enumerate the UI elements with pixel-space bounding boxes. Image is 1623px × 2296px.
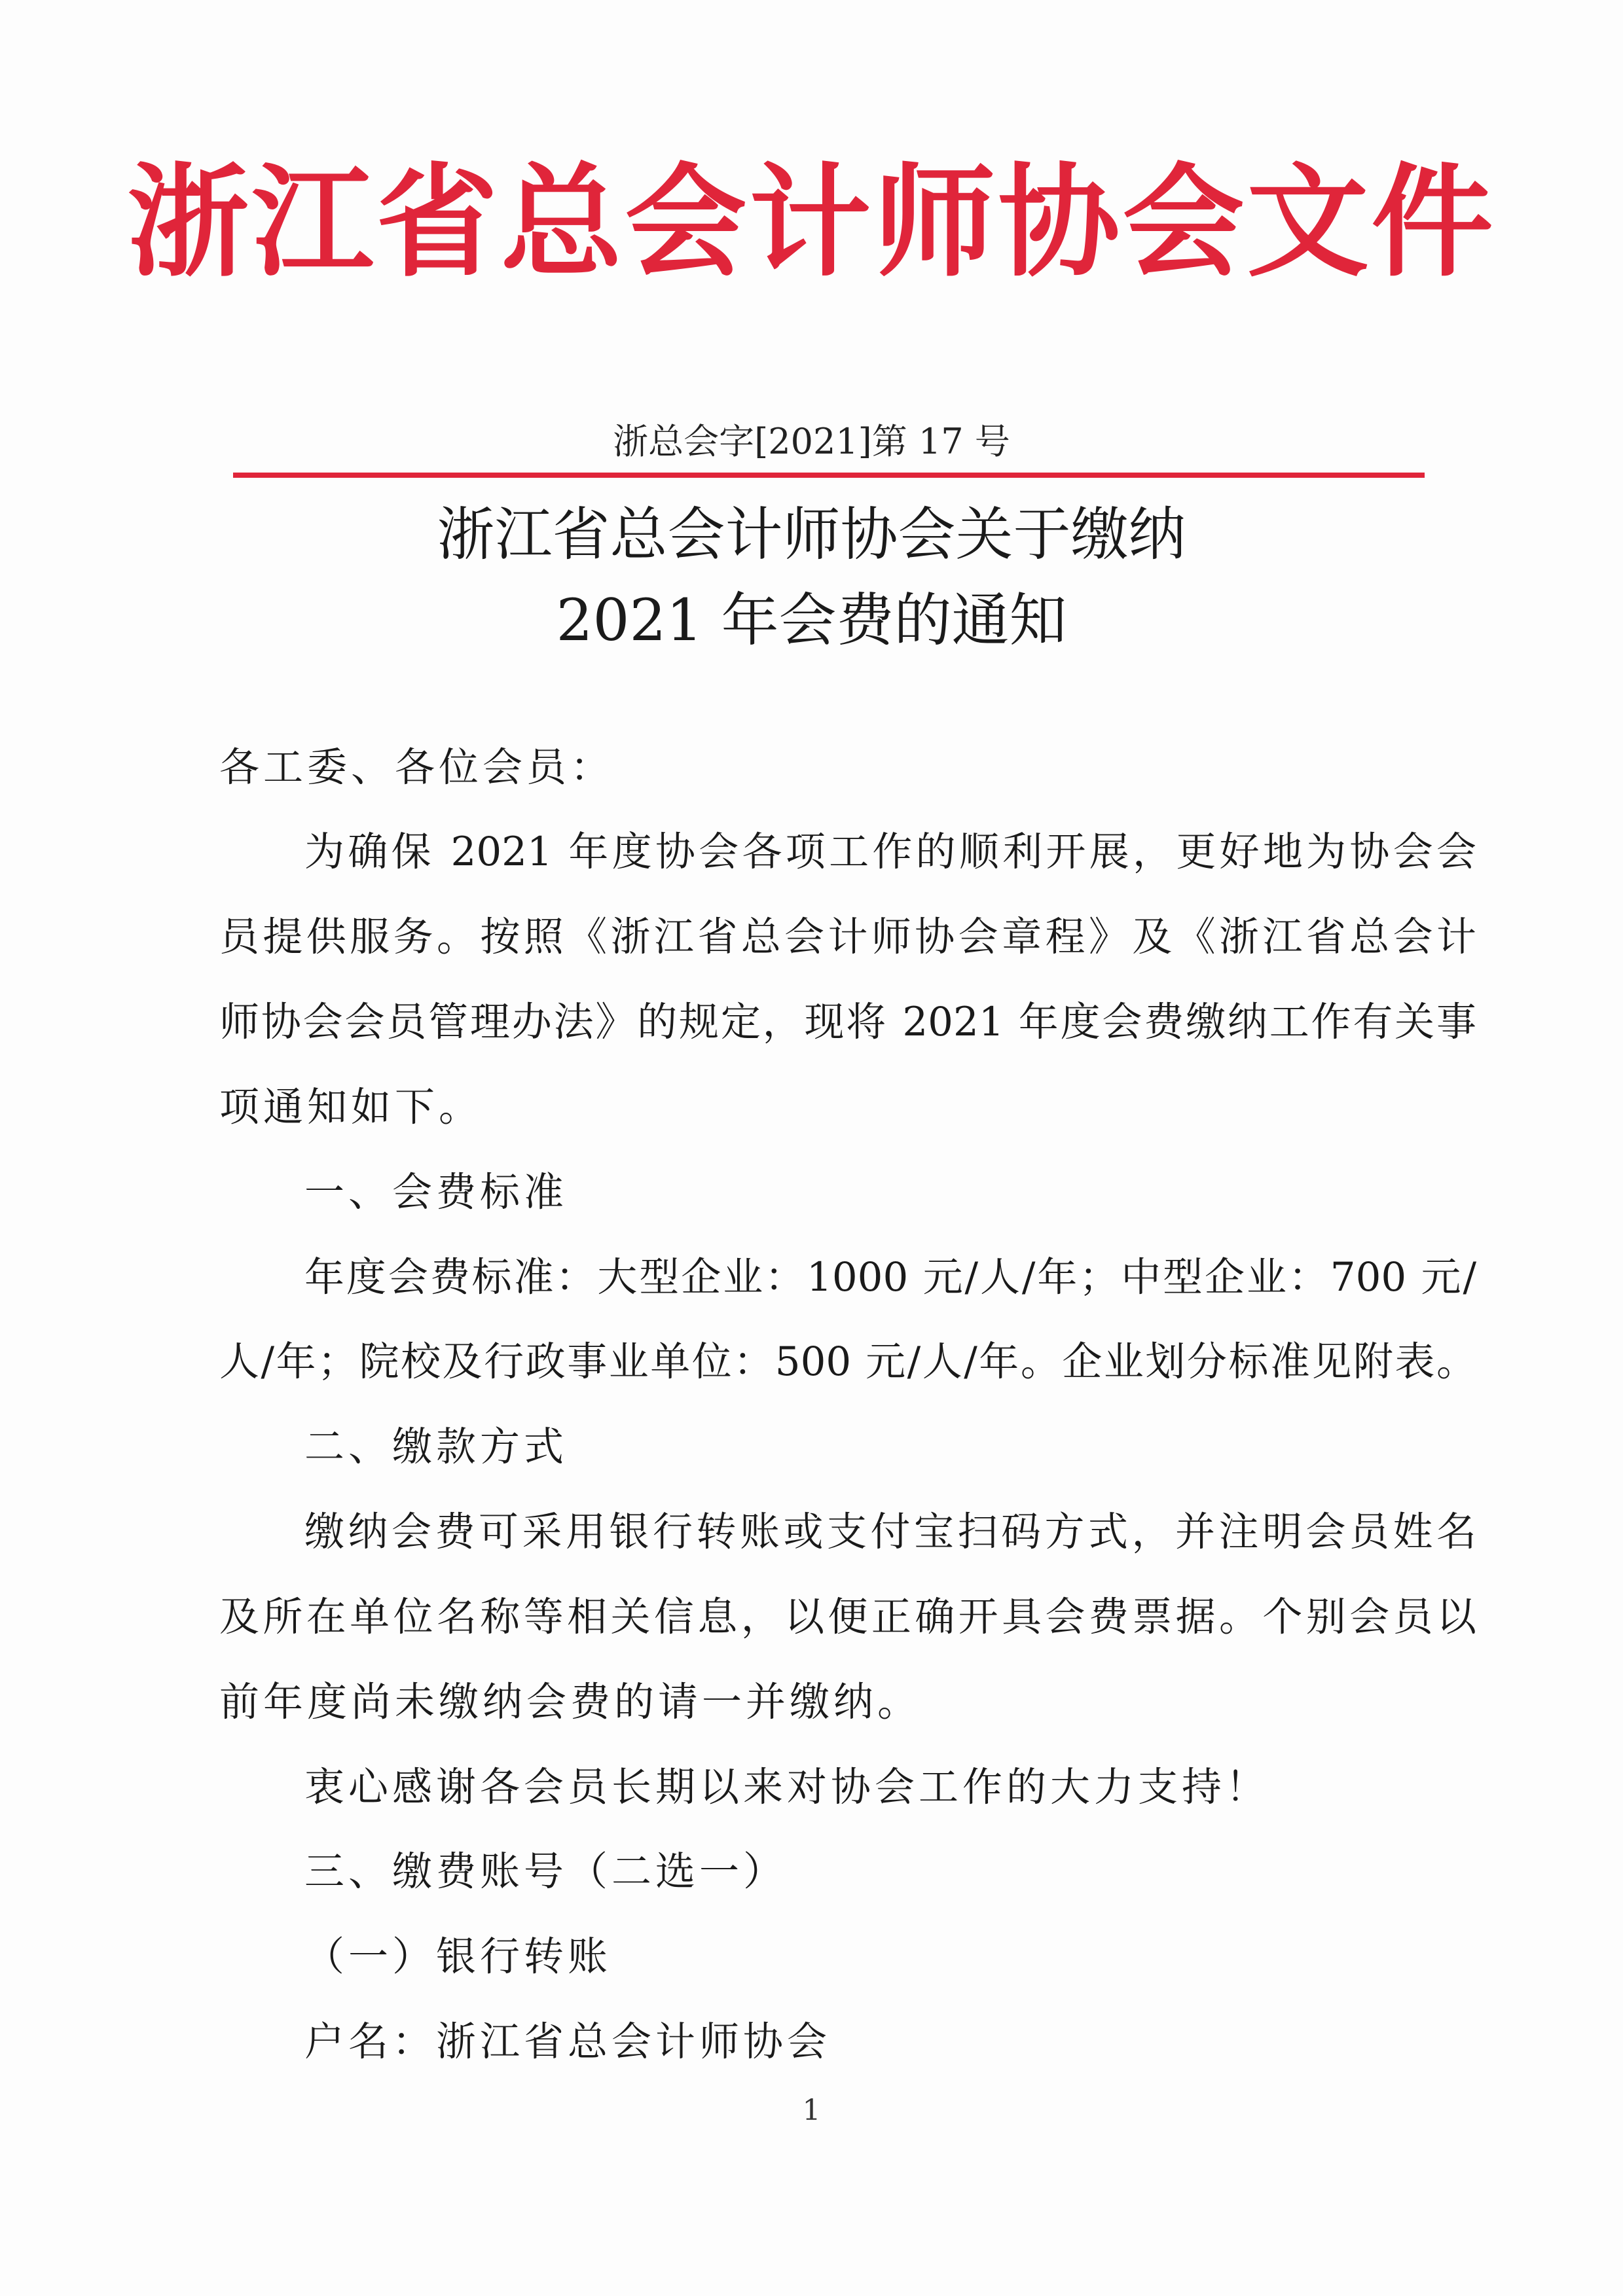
notice-title-line-1: 浙江省总会计师协会关于缴纳 — [437, 501, 1186, 568]
page-number: 1 — [802, 2094, 821, 2127]
section-heading: 二、缴款方式 — [304, 1424, 568, 1470]
section-heading: 三、缴费账号（二选一） — [304, 1848, 788, 1895]
document-number: 浙总会字[2021]第 17 号 — [613, 421, 1010, 462]
paragraph-line: 缴纳会费可采用银行转账或支付宝扫码方式，并注明会员姓名 — [304, 1509, 1476, 1555]
subsection-heading: （一）银行转账 — [304, 1933, 612, 1980]
account-name: 户名：浙江省总会计师协会 — [304, 2018, 831, 2065]
salutation: 各工委、各位会员： — [219, 744, 615, 791]
notice-title-line-2: 2021 年会费的通知 — [556, 586, 1067, 654]
paragraph-line: 员提供服务。按照《浙江省总会计师协会章程》及《浙江省总会计 — [219, 914, 1476, 960]
paragraph-line: 及所在单位名称等相关信息，以便正确开具会费票据。个别会员以 — [219, 1594, 1476, 1640]
section-heading: 一、会费标准 — [304, 1169, 568, 1215]
thanks-line: 衷心感谢各会员长期以来对协会工作的大力支持！ — [304, 1764, 1270, 1810]
paragraph-line: 项通知如下。 — [219, 1084, 483, 1130]
red-divider-rule — [233, 473, 1425, 478]
masthead-title: 浙江省总会计师协会文件 — [127, 151, 1496, 293]
paragraph-line: 前年度尚未缴纳会费的请一并缴纳。 — [219, 1679, 922, 1725]
paragraph-line: 师协会会员管理办法》的规定，现将 2021 年度会费缴纳工作有关事 — [219, 999, 1476, 1045]
paragraph-line: 为确保 2021 年度协会各项工作的顺利开展，更好地为协会会 — [304, 829, 1476, 875]
paragraph-line: 年度会费标准：大型企业：1000 元/人/年；中型企业：700 元/ — [304, 1254, 1476, 1300]
paragraph-line: 人/年；院校及行政事业单位：500 元/人/年。企业划分标准见附表。 — [219, 1338, 1476, 1385]
